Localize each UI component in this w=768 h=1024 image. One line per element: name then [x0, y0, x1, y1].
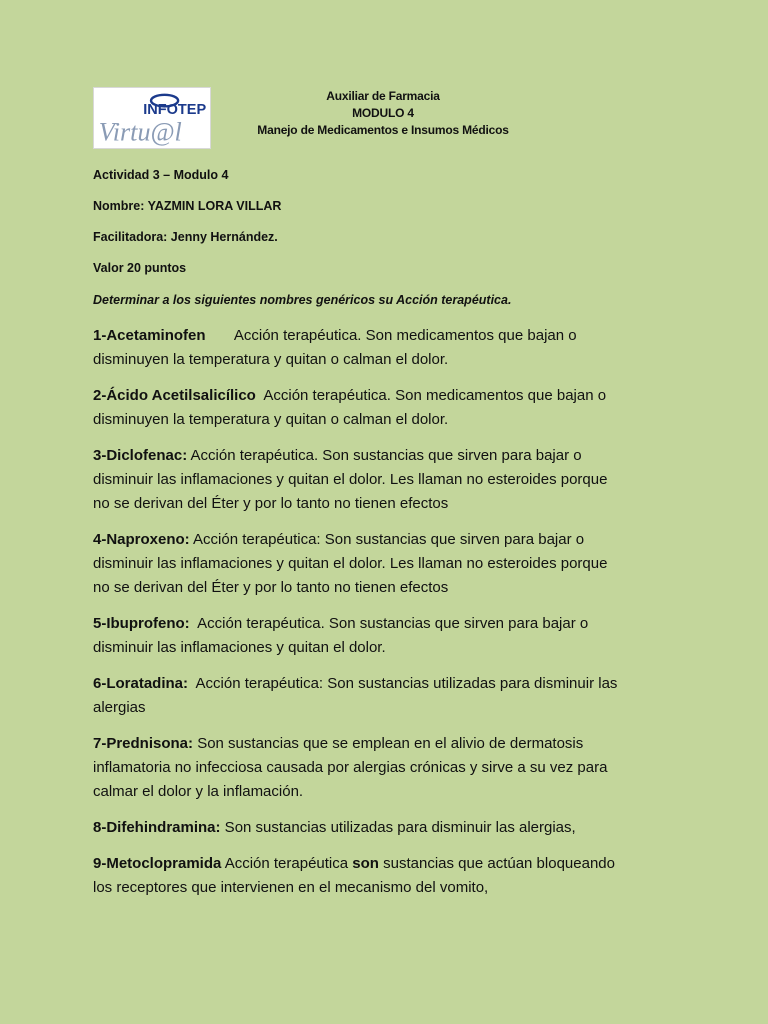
item-text: calmar el dolor y la inflamación.	[93, 783, 304, 800]
list-item	[93, 732, 673, 804]
list-item	[93, 384, 673, 432]
item-text: Acción terapéutica. Son sustancias que sirven para bajar o	[189, 615, 589, 632]
infotep-logo	[93, 87, 211, 149]
item-text: Son sustancias utilizadas para disminuir las alergias,	[220, 819, 576, 836]
item-text: Son sustancias que se emplean en el alivio de dermatosis	[193, 735, 584, 752]
item-text-bold: son	[352, 855, 379, 872]
item-text: disminuir las inflamaciones y quitan el dolor. Les llaman no esteroides porque	[93, 471, 608, 488]
item-text: no se derivan del Éter y por lo tanto no tienen efectos	[93, 579, 449, 596]
item-text: Acción terapéutica: Son sustancias utilizadas para disminuir las	[188, 675, 618, 692]
item-text: disminuyen la temperatura y quitan o calman el dolor.	[93, 351, 449, 368]
medication-list	[93, 324, 673, 912]
list-item	[93, 612, 673, 660]
item-text: Acción terapéutica. Son medicamentos que bajan o	[255, 387, 607, 404]
list-item	[93, 324, 673, 372]
item-text: alergias	[93, 699, 146, 716]
header-line-1: Auxiliar de Farmacia	[326, 89, 440, 103]
list-item	[93, 852, 673, 900]
item-text: los receptores que intervienen en el mecanismo del vomito,	[93, 879, 489, 896]
item-text: disminuir las inflamaciones y quitan el dolor.	[93, 639, 386, 656]
document-header	[230, 88, 536, 139]
item-text: Acción terapéutica. Son sustancias que sirven para bajar o	[187, 447, 582, 464]
item-text: Acción terapéutica	[221, 855, 353, 872]
infotep-logo-graphic	[94, 88, 210, 148]
item-text: Acción terapéutica: Son sustancias que sirven para bajar o	[189, 531, 585, 548]
item-text: disminuyen la temperatura y quitan o calman el dolor.	[93, 411, 449, 428]
activity-label: Actividad 3 – Modulo 4	[93, 168, 229, 182]
list-item	[93, 444, 673, 516]
value-points: Valor 20 puntos	[93, 261, 187, 275]
item-text: inflamatoria no infecciosa causada por alergias crónicas y sirve a su vez para	[93, 759, 608, 776]
header-line-2: MODULO 4	[352, 106, 414, 120]
item-term: 1-Acetaminofen	[93, 327, 206, 344]
item-term: 2-Ácido Acetilsalicílico	[93, 387, 256, 404]
student-name: Nombre: YAZMIN LORA VILLAR	[93, 199, 282, 213]
item-term: 9-Metoclopramida	[93, 855, 222, 872]
item-text: no se derivan del Éter y por lo tanto no tienen efectos	[93, 495, 449, 512]
item-term: 3-Diclofenac:	[93, 447, 188, 464]
item-text: sustancias que actúan bloqueando	[378, 855, 615, 872]
logo-sub-text: Virtu@l	[98, 117, 182, 147]
header-line-3: Manejo de Medicamentos e Insumos Médicos	[257, 123, 509, 137]
list-item	[93, 816, 673, 840]
logo-brand-text: INFOTEP	[143, 102, 207, 119]
instruction: Determinar a los siguientes nombres genéricos su Acción terapéutica.	[93, 293, 512, 307]
item-term: 7-Prednisona:	[93, 735, 194, 752]
facilitator: Facilitadora: Jenny Hernández.	[93, 230, 278, 244]
item-term: 4-Naproxeno:	[93, 531, 190, 548]
item-term: 5-Ibuprofeno:	[93, 615, 190, 632]
item-text: disminuir las inflamaciones y quitan el dolor. Les llaman no esteroides porque	[93, 555, 608, 572]
list-item	[93, 672, 673, 720]
item-term: 8-Difehindramina:	[93, 819, 221, 836]
list-item	[93, 528, 673, 600]
item-text: Acción terapéutica. Son medicamentos que bajan o	[205, 327, 577, 344]
item-term: 6-Loratadina:	[93, 675, 189, 692]
